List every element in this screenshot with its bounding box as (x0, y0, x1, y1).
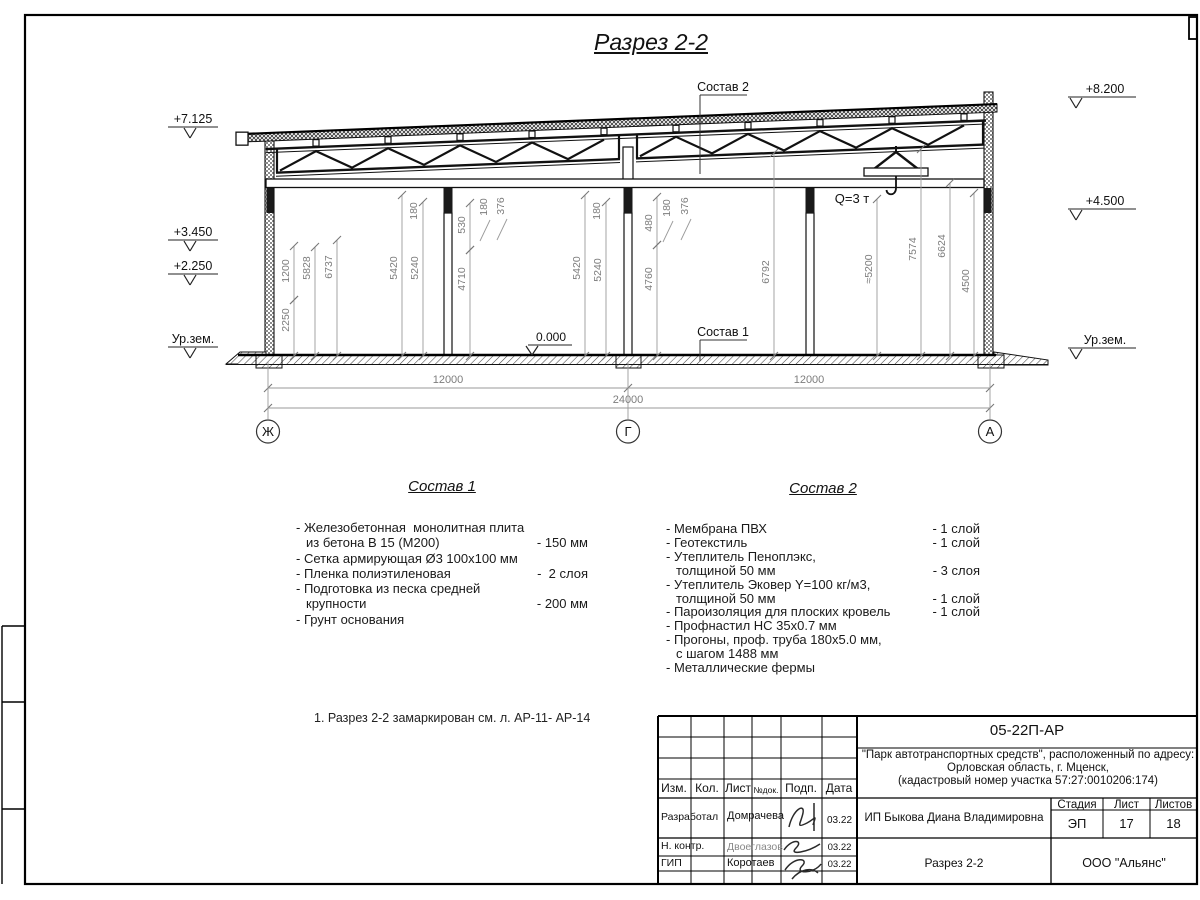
dim-label: 180 (591, 202, 603, 220)
titleblock-listov-value: 18 (1166, 816, 1181, 831)
dim-label: ≈5200 (863, 254, 875, 284)
signature-developer (783, 799, 823, 839)
composition-item: - Железобетонная монолитная плита из бетона В 15 (М200) - 150 мм (296, 520, 588, 551)
callout-sostav2: Состав 2 (697, 80, 749, 94)
titleblock-stage-header: Стадия (1057, 799, 1097, 811)
composition-item: - Металлические фермы (666, 660, 815, 676)
crane-capacity-label: Q=3 т (834, 191, 870, 206)
dim-label: 6624 (936, 234, 948, 258)
dim-label: 376 (679, 197, 691, 215)
zero-level-mark: 0.000 (535, 330, 567, 344)
dim-label: 5240 (592, 258, 604, 282)
titleblock-stage-value: ЭП (1067, 816, 1087, 831)
titleblock-doc-number: 05-22П-АР (989, 722, 1065, 739)
drawing-note: 1. Разрез 2-2 замаркирован см. л. АР-11- АР-14 (314, 711, 591, 725)
titleblock-name-developer: Домрачева (727, 810, 784, 822)
titleblock-col-podp: Подп. (785, 781, 817, 795)
elevation-mark: +7.125 (173, 112, 213, 126)
titleblock-date-developer: 03.22 (826, 815, 853, 826)
composition-item: - Утеплитель Пеноплэкс, толщиной 50 мм - 3 слоя (666, 548, 980, 578)
composition-1-block (296, 478, 588, 627)
elevation-mark: +8.200 (1085, 82, 1125, 96)
composition-item: - Профнастил НС 35х0.7 мм (666, 618, 837, 634)
composition-item: - Пленка полиэтиленовая - 2 слоя (296, 565, 588, 581)
composition-item: - Пароизоляция для плоских кровель - 1 слой (666, 604, 980, 620)
dim-label: 480 (643, 214, 655, 232)
titleblock-col-list: Лист (724, 781, 752, 795)
titleblock-list-header: Лист (1114, 799, 1139, 811)
sheet-title: Разрез 2-2 (594, 29, 708, 55)
dim-label: 180 (408, 202, 420, 220)
dim-label: 530 (456, 216, 468, 234)
titleblock-project-line3: (кадастровый номер участка 57:27:0010206:174) (897, 775, 1159, 787)
dim-label: 5420 (388, 256, 400, 280)
titleblock-col-data: Дата (825, 781, 853, 795)
titleblock-col-izm: Изм. (661, 781, 687, 795)
axis-bubble-label: А (985, 424, 995, 439)
dim-label: 6737 (323, 255, 335, 279)
dim-label: 5420 (571, 256, 583, 280)
composition-1-title: Состав 1 (408, 478, 476, 495)
composition-1-items (296, 520, 588, 627)
dim-label: 2250 (280, 308, 292, 332)
titleblock-sheet-name: Разрез 2-2 (924, 856, 984, 870)
titleblock-name-ncontr: Двоеглазов (727, 841, 783, 853)
composition-item: - Прогоны, проф. труба 180х5.0 мм, с шагом 1488 мм (666, 632, 882, 662)
dim-label: 12000 (793, 374, 825, 386)
titleblock-date-gip: 03.22 (827, 859, 852, 870)
axis-bubble-label: Ж (261, 424, 275, 439)
elevation-mark: +2.250 (173, 259, 213, 273)
titleblock-col-ndok: №док. (753, 785, 779, 795)
titleblock-project-line1: "Парк автотранспортных средств", расположенный по адресу: (861, 749, 1195, 761)
titleblock-date-ncontr: 03.22 (827, 842, 852, 853)
dim-label: 1200 (280, 259, 292, 283)
titleblock-company: ООО "Альянс" (1082, 856, 1166, 870)
dim-label: 7574 (907, 237, 919, 261)
callout-sostav1: Состав 1 (697, 325, 749, 339)
composition-item: - Мембрана ПВХ - 1 слой (666, 521, 980, 536)
composition-item: - Подготовка из песка средней крупности - 200 мм (296, 581, 588, 612)
composition-2-title: Состав 2 (789, 480, 857, 497)
titleblock-list-value: 17 (1119, 816, 1134, 831)
titleblock-client: ИП Быкова Диана Владимировна (864, 812, 1044, 824)
axis-bubble-label: Г (624, 424, 632, 439)
elevation-mark: Ур.зем. (1083, 333, 1127, 347)
composition-item: - Утеплитель Эковер Y=100 кг/м3, толщиной 50 мм - 1 слой (666, 576, 980, 606)
dim-label: 4500 (960, 269, 972, 293)
dim-label: 376 (495, 197, 507, 215)
titleblock-name-gip: Коротаев (727, 857, 775, 869)
titleblock-col-kol: Кол. (695, 781, 719, 795)
elevation-mark: +4.500 (1085, 194, 1125, 208)
titleblock-listov-header: Листов (1154, 799, 1193, 811)
composition-2-items (666, 522, 980, 675)
composition-item: - Сетка армирующая Ø3 100х100 мм (296, 550, 518, 566)
dim-label: 24000 (612, 394, 644, 406)
dim-label: 5240 (409, 256, 421, 280)
elevation-mark: +3.450 (173, 225, 213, 239)
composition-item: - Грунт основания (296, 611, 405, 627)
dim-label: 180 (478, 198, 490, 216)
composition-2-block (666, 480, 980, 675)
dim-label: 180 (661, 199, 673, 217)
dim-label: 6792 (760, 260, 772, 284)
titleblock-role-ncontr: Н. контр. (661, 840, 705, 852)
titleblock-role-developer: Разработал (661, 811, 719, 823)
dim-label: 5828 (301, 256, 313, 280)
composition-item: - Геотекстиль - 1 слой (666, 534, 980, 550)
signature-gip (780, 836, 826, 882)
dim-label: 4710 (456, 267, 468, 291)
elevation-mark: Ур.зем. (171, 332, 215, 346)
titleblock-role-gip: ГИП (661, 857, 682, 869)
dim-label: 4760 (643, 267, 655, 291)
titleblock-project-line2: Орловская область, г. Мценск, (947, 762, 1109, 774)
dim-label: 12000 (432, 374, 464, 386)
